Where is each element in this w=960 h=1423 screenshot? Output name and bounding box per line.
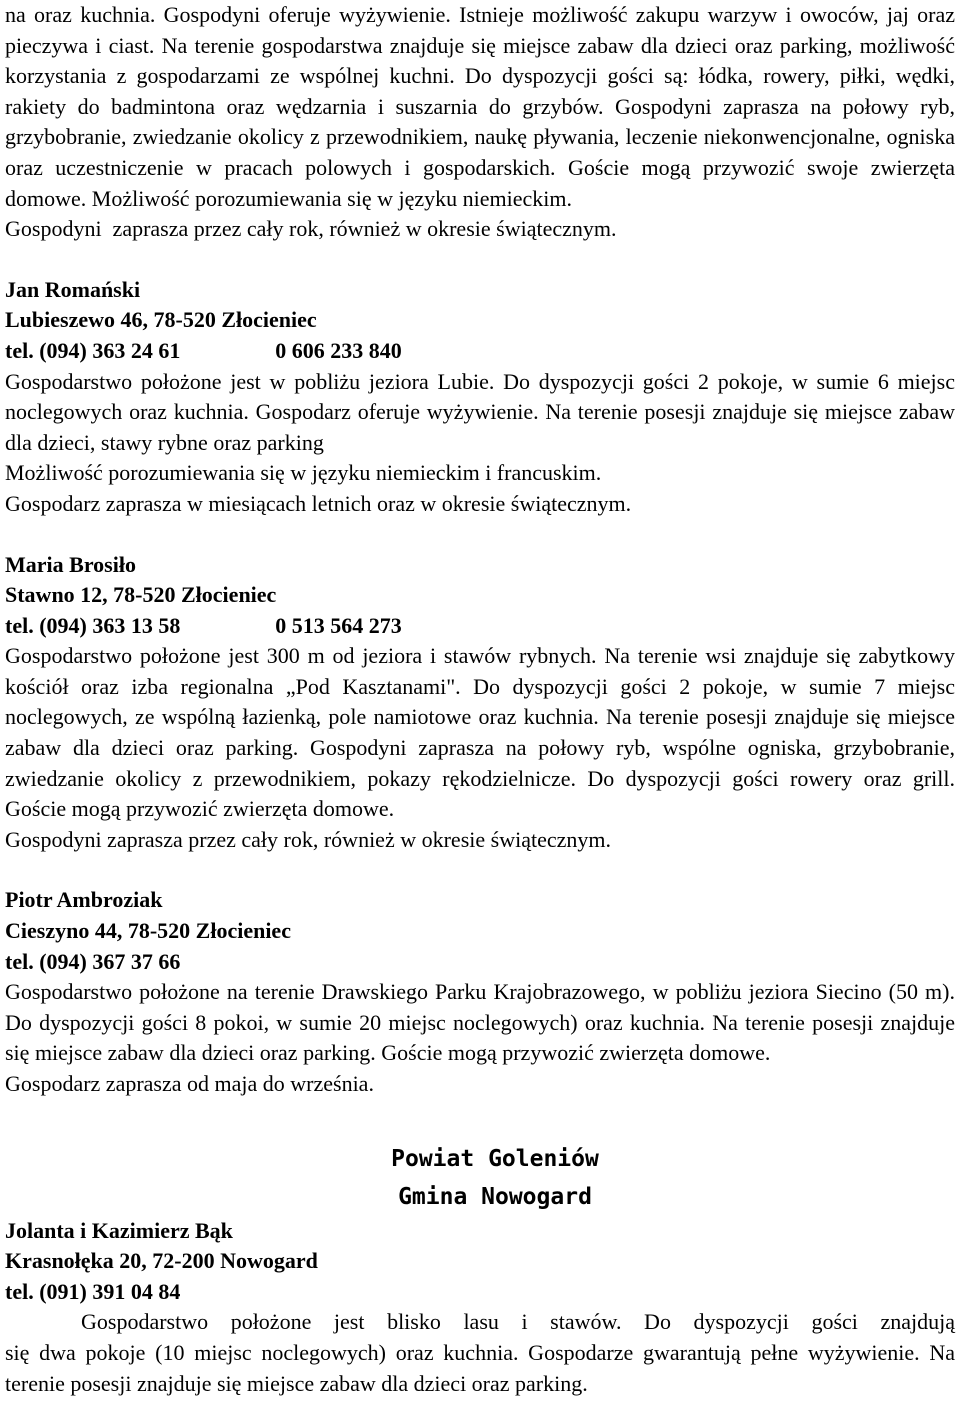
tel-prefix: tel. — [5, 612, 34, 638]
phone-landline: (094) 363 24 61 — [39, 337, 181, 363]
entry-description: Gospodarstwo położone jest 300 m od jeziora i stawów rybnych. Na terenie wsi znajduje się zabytkowy kościół oraz izba regionalna „Pod Kasztanami". Do dyspozycji gości 2 pokoje, w sumie 7 miejsc noclegowych, ze wspólną łazienką, pole namiotowe oraz kuchnia. Na terenie posesji znajduje się miejsce zabaw dla dzieci oraz parking. Gospodyni zaprasza na połowy ryb, wspólne ogniska, grzybobranie, zwiedzanie okolicy z przewodnikiem, pokazy rękodzielnicze. Do dyspozycji gości rowery oraz grill. Goście mogą przywozić zwierzęta domowe. — [5, 643, 955, 822]
entry-name: Maria Brosiło — [5, 551, 136, 577]
tel-prefix: tel. — [5, 337, 34, 363]
intro-para-2: Do dyspozycji gości są: łódka, rowery, piłki, wędki, rakiety do badmintona oraz wędzarnia i suszarnia do grzybów. — [5, 63, 956, 119]
intro-para-1: na oraz kuchnia. Gospodyni oferuje wyżywienie. Istnieje możliwość zakupu warzyw i owoców, jaj oraz pieczywa i ciast. Na terenie gospodarstwa znajduje się miejsce zabaw dla dzieci oraz parking, możliwość korzystania z gospodarzami ze wspólnej kuchni. — [5, 2, 955, 89]
intro-invite: Gospodyni zaprasza przez cały rok, również w okresie świątecznym. — [5, 216, 617, 242]
entry-phone — [5, 611, 955, 642]
entry-name: Jan Romański — [5, 276, 141, 302]
county-title: Powiat Goleniów — [391, 1145, 599, 1172]
section-heading — [5, 1140, 955, 1216]
phone-mobile: 0 606 233 840 — [275, 337, 402, 363]
entry-phone: tel. (091) 391 04 84 — [5, 1278, 181, 1304]
entry-invite: Gospodyni zaprasza przez cały rok, również w okresie świątecznym. — [5, 826, 611, 852]
commune-title: Gmina Nowogard — [398, 1183, 592, 1210]
phone-landline: (094) 363 13 58 — [39, 612, 181, 638]
entry-phone: tel. (094) 367 37 66 — [5, 948, 181, 974]
entry-description: się dwa pokoje (10 miejsc noclegowych) oraz kuchnia. Gospodarze gwarantują pełne wyżywienie. Na terenie posesji znajduje się miejsce zabaw dla dzieci oraz parking. — [5, 1339, 955, 1396]
entry-address: Krasnołęka 20, 72-200 Nowogard — [5, 1248, 318, 1274]
entry-maria-brosilo — [5, 550, 955, 856]
entry-description-first-line: Gospodarstwo położone jest blisko lasu i stawów. Do dyspozycji gości znajdują — [81, 1309, 955, 1335]
entry-name: Jolanta i Kazimierz Bąk — [5, 1217, 233, 1243]
entry-address: Cieszyno 44, 78-520 Złocieniec — [5, 918, 291, 944]
entry-address: Lubieszewo 46, 78-520 Złocieniec — [5, 307, 317, 333]
entry-invite: Gospodarz zaprasza w miesiącach letnich oraz w okresie świątecznym. — [5, 490, 632, 516]
entry-language: Możliwość porozumiewania się w języku niemieckim i francuskim. — [5, 460, 602, 486]
entry-invite: Gospodarz zaprasza od maja do września. — [5, 1071, 374, 1096]
intro-para-3: Gospodyni zaprasza na połowy ryb, grzybobranie, zwiedzanie okolicy z przewodnikiem, naukę pływania, leczenie niekonwencjonalne, ogniska oraz uczestniczenie w pracach polowych i gospodarskich. Goście mogą przywozić swoje zwierzęta domowe. — [5, 93, 955, 211]
document-page — [5, 0, 955, 1399]
entry-description — [5, 367, 955, 459]
entry-piotr-ambroziak — [5, 885, 955, 1099]
entry-address: Stawno 12, 78-520 Złocieniec — [5, 582, 277, 608]
entry-phone — [5, 336, 955, 367]
entry-name: Piotr Ambroziak — [5, 887, 163, 913]
intro-block — [5, 0, 955, 245]
entry-jolanta-kazimierz-bak — [5, 1216, 955, 1400]
phone-mobile: 0 513 564 273 — [275, 612, 402, 638]
intro-language: Możliwość porozumiewania się w języku niemieckim. — [91, 185, 572, 211]
intro-text — [5, 0, 955, 214]
entry-jan-romanski — [5, 275, 955, 520]
entry-description: Gospodarstwo położone na terenie Drawskiego Parku Krajobrazowego, w pobliżu jeziora Siecino (50 m). Do dyspozycji gości 8 pokoi, w sumie 20 miejsc noclegowych) oraz kuchnia. Na terenie posesji znajduje się miejsce zabaw dla dzieci oraz parking. Goście mogą przywozić zwierzęta domowe. — [5, 979, 955, 1066]
entry-desc: Gospodarstwo położone jest w pobliżu jeziora Lubie. Do dyspozycji gości 2 pokoje, w sumie 6 miejsc noclegowych oraz kuchnia. Gospodarz oferuje wyżywienie. Na terenie posesji znajduje się miejsce zabaw dla dzieci, stawy rybne oraz parking — [5, 368, 955, 455]
